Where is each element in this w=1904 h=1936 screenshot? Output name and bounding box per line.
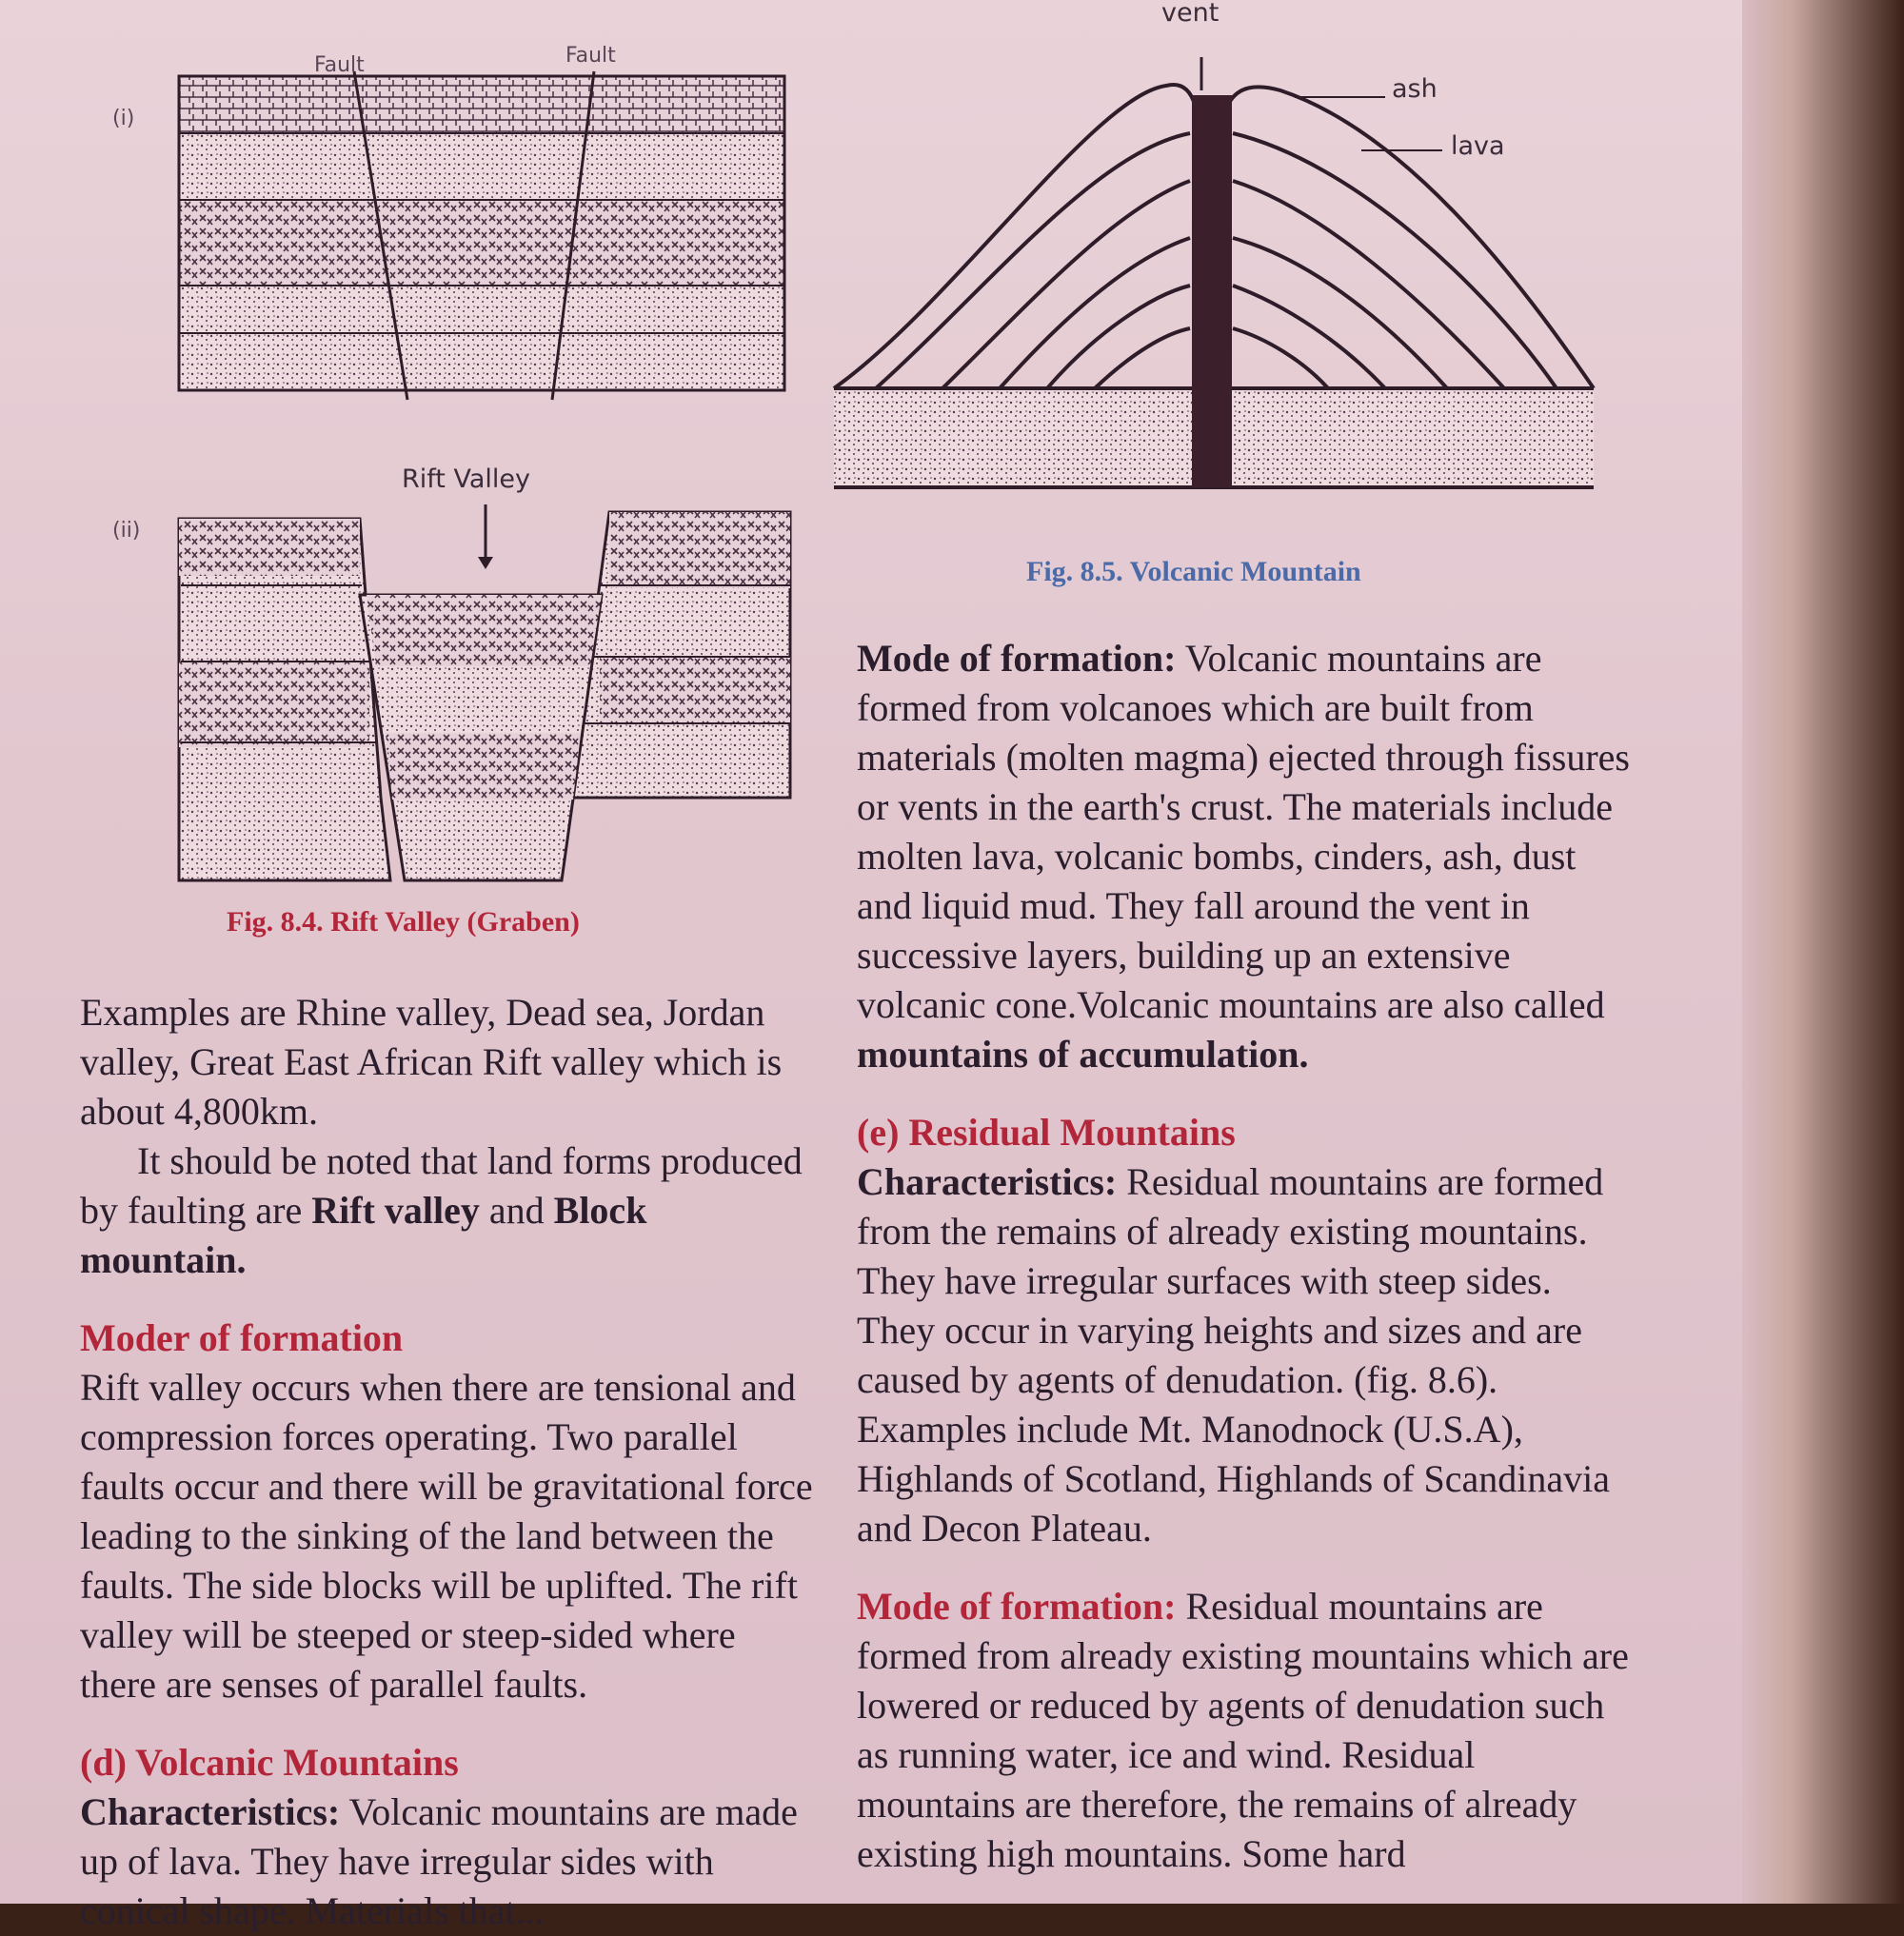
lava-label: lava	[1451, 131, 1505, 161]
fault-label-right: Fault	[565, 44, 616, 68]
section-d-heading: (d) Volcanic Mountains	[80, 1741, 459, 1784]
layer-4	[179, 286, 784, 333]
residual-characteristics: Characteristics: Residual mountains are formed from the remains of already existing mountains. They have irregular surfaces with steep sides. They occur in varying heights and sizes and are caused by agents of denudation. (fig. 8.6). Examples include Mt. Manodnock (U.S.A), Highlands of Scotland, Highlands of Scandinavia and Decon Plateau.	[857, 1160, 1610, 1550]
figure-label-i: (i)	[112, 107, 135, 130]
vent-pipe	[1192, 95, 1232, 487]
right-column	[857, 634, 1637, 1879]
vent-label: vent	[1161, 0, 1220, 28]
layer-3	[179, 200, 784, 286]
ash-label: ash	[1392, 74, 1438, 104]
volcanic-mode-paragraph: Mode of formation: Volcanic mountains are formed from volcanoes which are built from materials (molten magma) ejected through fissures or vents in the earth's crust. The materials include molten lava, volcanic bombs, cinders, ash, dust and liquid mud. They fall around the vent in successive layers, building up an extensive volcanic cone.Volcanic mountains are also called mountains of accumulation.	[857, 637, 1630, 1076]
layer-1	[179, 76, 784, 133]
layer-5	[179, 333, 784, 390]
fault-label-left: Fault	[314, 53, 365, 77]
moder-heading: Moder of formation	[80, 1316, 404, 1359]
volcano-diagram	[834, 57, 1594, 487]
moder-paragraph: Rift valley occurs when there are tensional and compression forces operating. Two parallel faults occur and there will be gravitational force leading to the sinking of the land between the faults. The side blocks will be uplifted. The rift valley will be steeped or steep-sided where there are senses of parallel faults.	[80, 1366, 813, 1706]
rift-valley-label: Rift Valley	[402, 464, 530, 494]
rift-valley-diagram	[179, 504, 790, 880]
section-d-characteristics: Characteristics: Volcanic mountains are made up of lava. They have irregular sides with conical shape. Materials that...	[80, 1790, 798, 1932]
left-column	[80, 988, 821, 1936]
section-e-heading: (e) Residual Mountains	[857, 1111, 1236, 1154]
note-paragraph: It should be noted that land forms produced by faulting are Rift valley and Block mountain.	[80, 1139, 803, 1281]
figure-label-ii: (ii)	[112, 519, 141, 543]
fig-8-4-caption: Fig. 8.4. Rift Valley (Graben)	[227, 906, 580, 938]
fault-block-diagram	[179, 71, 784, 400]
residual-mode-paragraph: Mode of formation: Residual mountains are formed from already existing mountains which are lowered or reduced by agents of denudation such as running water, ice and wind. Residual mountains are therefore, the remains of already existing high mountains. Some hard	[857, 1585, 1629, 1875]
fig-8-5-caption: Fig. 8.5. Volcanic Mountain	[1026, 556, 1361, 587]
examples-paragraph: Examples are Rhine valley, Dead sea, Jordan valley, Great East African Rift valley which is about 4,800km.	[80, 991, 783, 1133]
layer-2	[179, 133, 784, 200]
